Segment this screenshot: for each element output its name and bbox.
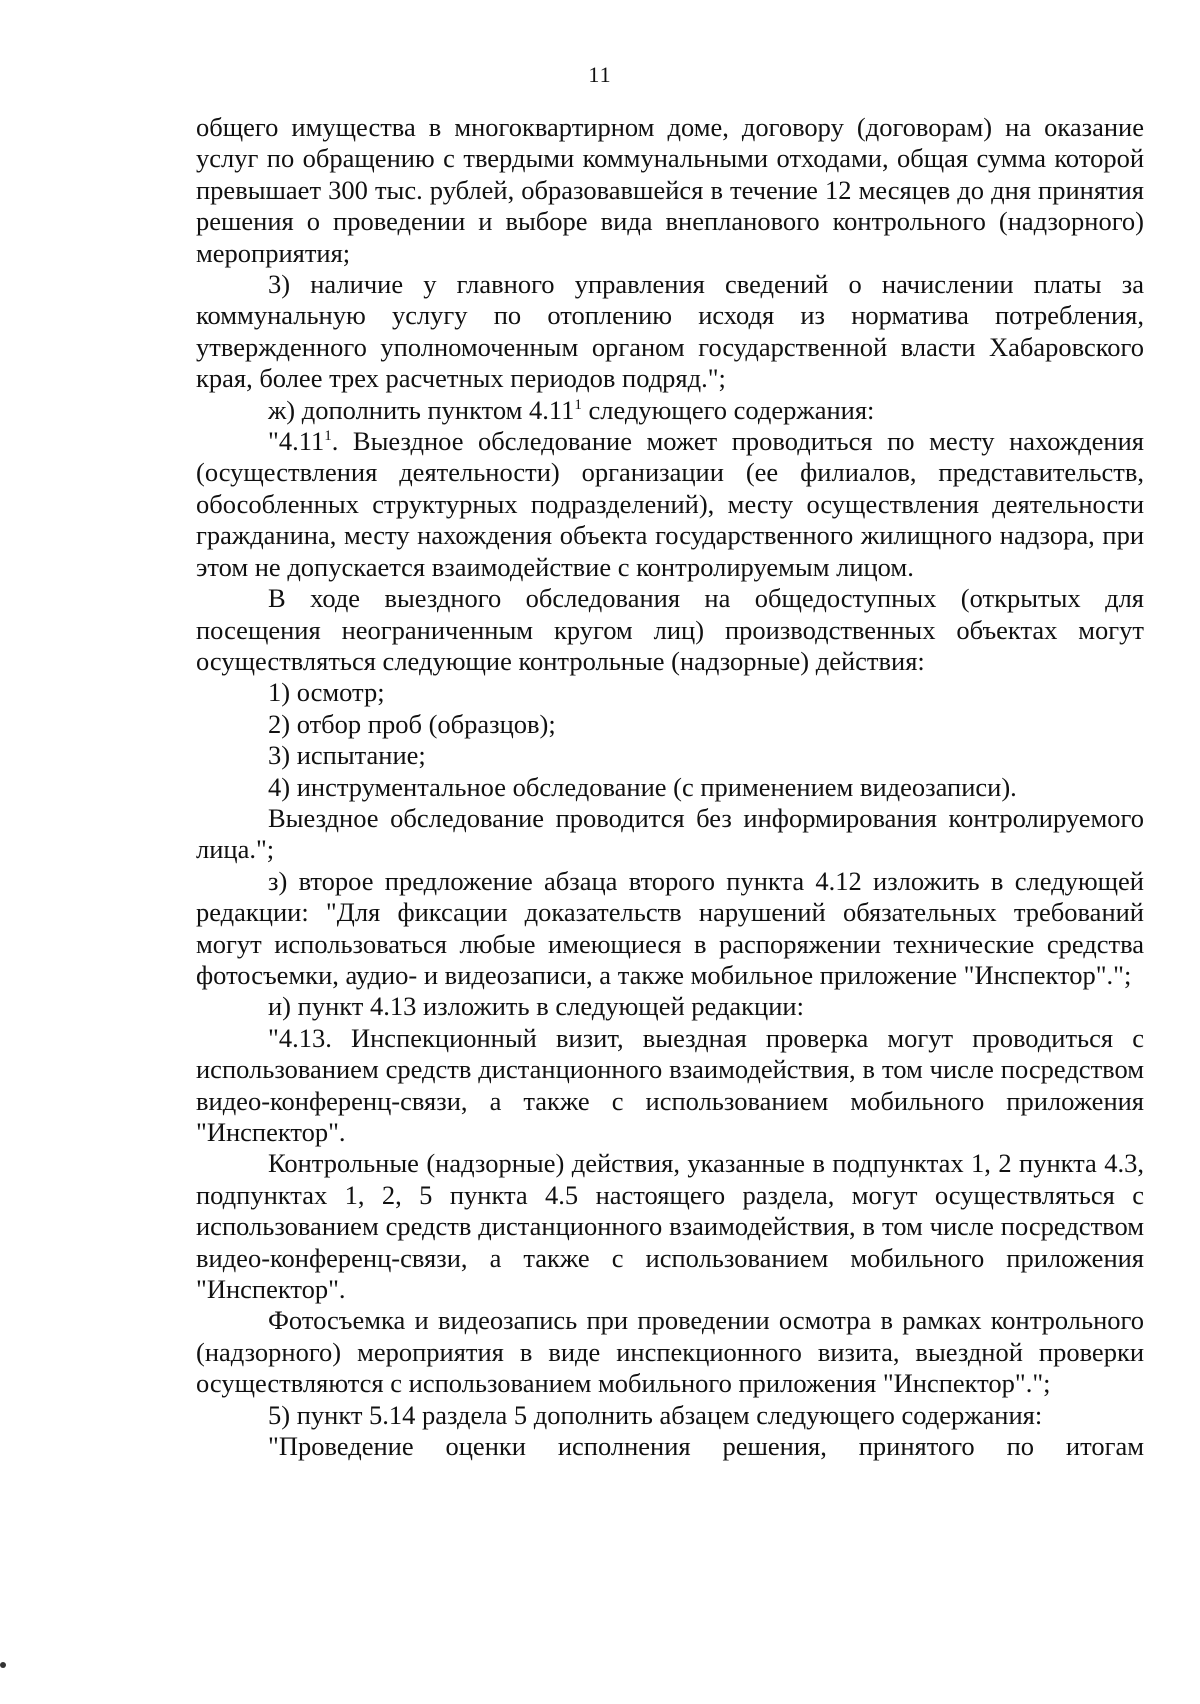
- paragraph: 3) наличие у главного управления сведений о начислении платы за коммунальную услугу по отоплению исходя из норматива потребления, утвержденного уполномоченным органом государственной власти Хабаровского края, более трех расчетных периодов подряд.";: [196, 269, 1144, 394]
- paragraph: з) второе предложение абзаца второго пункта 4.12 изложить в следующей редакции: "Для фиксации доказательств нарушений обязательных требований могут использоваться любые имеющиеся в распоряжении технические средства фотосъемки, аудио- и видеозаписи, а также мобильное приложение "Инспектор".";: [196, 865, 1144, 990]
- paragraph: общего имущества в многоквартирном доме, договору (договорам) на оказание услуг по обращению с твердыми коммунальными отходами, общая сумма которой превышает 300 тыс. рублей, образовавшейся в течение 12 месяцев до дня принятия решения о проведении и выборе вида внепланового контрольного (надзорного) мероприятия;: [196, 112, 1144, 268]
- paragraph-text: следующего содержания:: [581, 394, 875, 425]
- body-text: [196, 112, 1144, 1462]
- paragraph: Фотосъемка и видеозапись при проведении осмотра в рамках контрольного (надзорного) мероприятия в виде инспекционного визита, выездной проверки осуществляются с использованием мобильного приложения "Инспектор".";: [196, 1305, 1144, 1399]
- paragraph: "4.13. Инспекционный визит, выездная проверка могут проводиться с использованием средств дистанционного взаимодействия, в том числе посредством видео-конференц-связи, а также с использованием мобильного приложения "Инспектор".: [196, 1022, 1144, 1147]
- paragraph: и) пункт 4.13 изложить в следующей редакции:: [268, 991, 804, 1022]
- paragraph-text: . Выездное обследование может проводиться по месту нахождения (осуществления деятельности) организации (ее филиалов, представительств, обособленных структурных подразделений), месту осуществления деятельности гражданина, месту нахождения объекта государственного жилищного надзора, при этом не допускается взаимодействие с контролируемым лицом.: [196, 426, 1144, 582]
- list-item: 1) осмотр;: [268, 677, 385, 708]
- page-number: 11: [588, 62, 612, 87]
- paragraph: "Проведение оценки исполнения решения, принятого по итогам: [268, 1431, 1144, 1462]
- paragraph: В ходе выездного обследования на общедоступных (открытых для посещения неограниченным кругом лиц) производственных объектах могут осуществляться следующие контрольные (надзорные) действия:: [196, 583, 1144, 676]
- paragraph: 5) пункт 5.14 раздела 5 дополнить абзацем следующего содержания:: [268, 1399, 1043, 1430]
- paragraph: Выездное обследование проводится без информирования контролируемого лица.";: [196, 802, 1144, 865]
- paragraph: [196, 395, 1144, 426]
- list-item: 4) инструментальное обследование (с применением видеозаписи).: [268, 771, 1017, 802]
- superscript: 1: [574, 396, 582, 413]
- paragraph-text: ж) дополнить пунктом 4.11: [268, 394, 575, 425]
- superscript: 1: [324, 428, 332, 445]
- paragraph: Контрольные (надзорные) действия, указанные в подпунктах 1, 2 пункта 4.3, подпунктах 1, 2, 5 пункта 4.5 настоящего раздела, могут осуществляться с использованием средств дистанционного взаимодействия, в том числе посредством видео-конференц-связи, а также с использованием мобильного приложения "Инспектор".: [196, 1148, 1144, 1305]
- scan-dot: [0, 1662, 6, 1668]
- list-item: 2) отбор проб (образцов);: [268, 708, 556, 739]
- paragraph: [196, 426, 1144, 583]
- list-item: 3) испытание;: [268, 740, 426, 771]
- paragraph-text: "4.11: [268, 426, 325, 457]
